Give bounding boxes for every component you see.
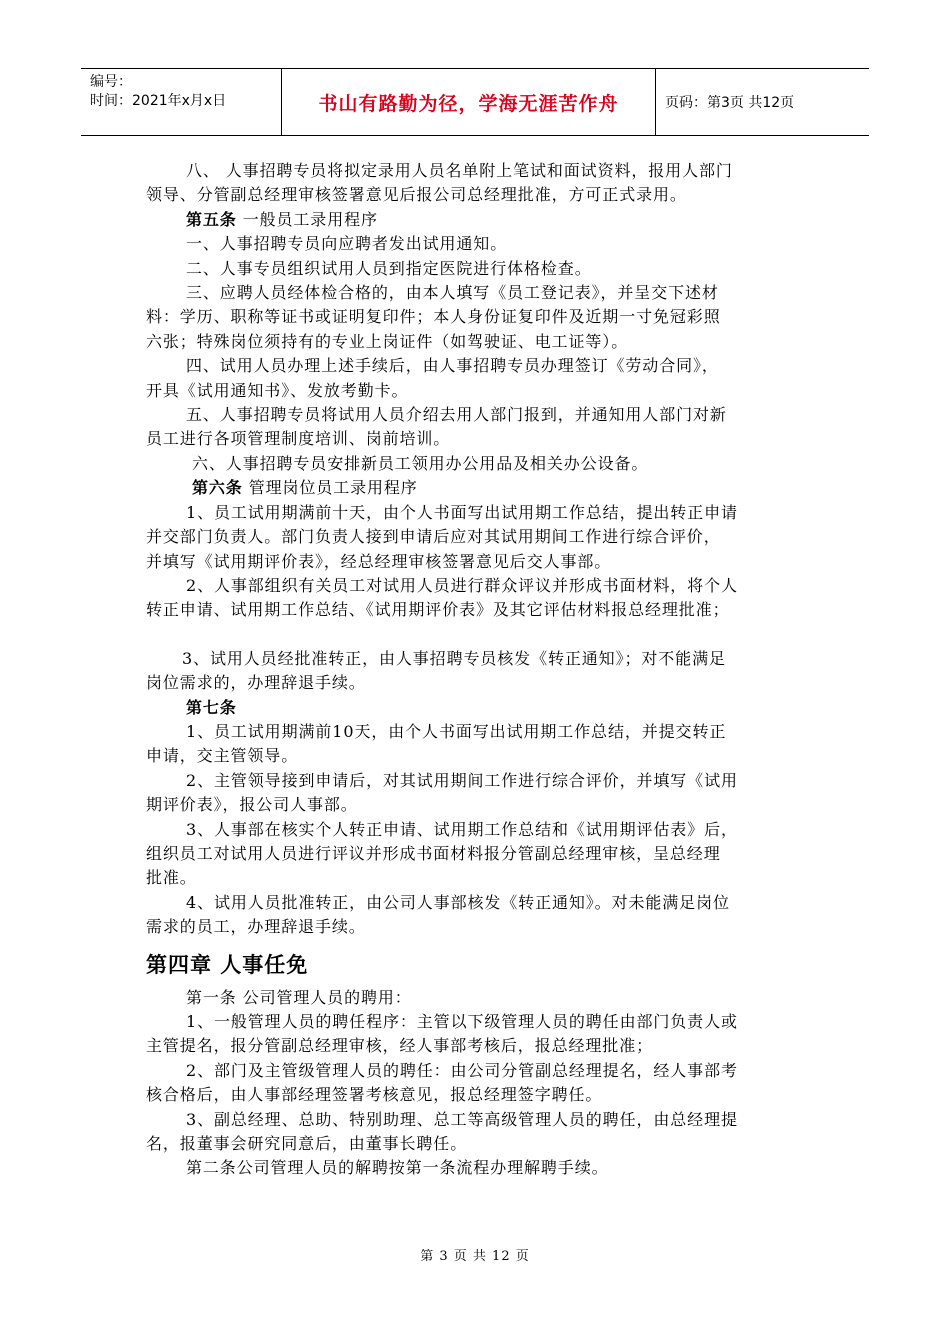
paragraph: 批准。 [146, 868, 197, 888]
article-7-title: 第七条 [186, 697, 237, 717]
article-5-text: 一般员工录用程序 [236, 209, 378, 229]
page-footer: 第 3 页 共 12 页 [420, 1249, 530, 1264]
paragraph: 三、应聘人员经体检合格的，由本人填写《员工登记表》，并呈交下述材 [186, 283, 719, 303]
paragraph: 第二条公司管理人员的解聘按第一条流程办理解聘手续。 [186, 1158, 609, 1178]
paragraph: 1、一般管理人员的聘任程序：主管以下级管理人员的聘任由部门负责人或 [186, 1012, 738, 1031]
article-6-text: 管理岗位员工录用程序 [242, 478, 418, 498]
article-5-heading [146, 208, 816, 232]
blank-line [146, 623, 816, 647]
document-number-label: 编号： [90, 74, 132, 90]
article-5-title: 第五条 [186, 209, 237, 229]
paragraph: 第一条 公司管理人员的聘用： [186, 987, 412, 1007]
paragraph: 需求的员工，办理辞退手续。 [146, 917, 366, 937]
paragraph: 并交部门负责人。部门负责人接到申请后应对其试用期间工作进行综合评价， [146, 527, 721, 547]
header-left-cell [81, 69, 281, 135]
document-time-label: 时间：2021年x月x日 [90, 93, 227, 109]
paragraph: 核合格后，由人事部经理签署考核意见，报总经理签字聘任。 [146, 1085, 603, 1105]
paragraph: 转正申请、试用期工作总结、《试用期评价表》及其它评估材料报总经理批准； [146, 600, 730, 620]
paragraph: 四、试用人员办理上述手续后，由人事招聘专员办理签订《劳动合同》， [186, 356, 719, 376]
paragraph: 岗位需求的，办理辞退手续。 [146, 673, 366, 693]
paragraph: 八、 人事招聘专员将拟定录用人员名单附上笔试和面试资料，报用人部门 [186, 161, 733, 180]
paragraph: 五、人事招聘专员将试用人员介绍去用人部门报到，并通知用人部门对新 [186, 405, 727, 425]
paragraph: 期评价表》，报公司人事部。 [146, 795, 358, 815]
chapter-heading: 第四章 人事任免 [146, 952, 309, 977]
paragraph: 二、人事专员组织试用人员到指定医院进行体格检查。 [186, 258, 592, 278]
paragraph: 4、试用人员批准转正，由公司人事部核发《转正通知》。对未能满足岗位 [186, 892, 730, 912]
paragraph: 组织员工对试用人员进行评议并形成书面材料报分管副总经理审核，呈总经理 [146, 843, 721, 863]
paragraph: 一、人事招聘专员向应聘者发出试用通知。 [186, 234, 508, 254]
header-motto: 书山有路勤为径，学海无涯苦作舟 [281, 69, 656, 135]
paragraph: 领导、分管副总经理审核签署意见后报公司总经理批准，方可正式录用。 [146, 185, 687, 205]
paragraph: 名，报董事会研究同意后，由董事长聘任。 [146, 1134, 468, 1154]
paragraph: 开具《试用通知书》、发放考勤卡。 [146, 380, 409, 400]
document-body [146, 159, 816, 1181]
paragraph: 六张；特殊岗位须持有的专业上岗证件（如驾驶证、电工证等）。 [146, 331, 629, 351]
paragraph: 主管提名，报分管副总经理审核，经人事部考核后，报总经理批准； [146, 1036, 654, 1056]
article-6-title: 第六条 [192, 478, 243, 498]
paragraph: 3、试用人员经批准转正，由人事招聘专员核发《转正通知》；对不能满足 [182, 648, 726, 668]
paragraph: 申请，交主管领导。 [146, 746, 299, 766]
paragraph: 员工进行各项管理制度培训、岗前培训。 [146, 429, 451, 449]
paragraph: 并填写《试用期评价表》，经总经理审核签署意见后交人事部。 [146, 551, 612, 571]
paragraph: 2、人事部组织有关员工对试用人员进行群众评议并形成书面材料，将个人 [186, 575, 738, 595]
paragraph: 料：学历、职称等证书或证明复印件；本人身份证复印件及近期一寸免冠彩照 [146, 307, 721, 327]
paragraph: 3、人事部在核实个人转正申请、试用期工作总结和《试用期评估表》后， [186, 819, 738, 839]
header-page-label: 页码：第3页 共12页 [665, 95, 795, 111]
paragraph: 3、副总经理、总助、特别助理、总工等高级管理人员的聘任，由总经理提 [186, 1109, 738, 1129]
paragraph: 1、员工试用期满前十天，由个人书面写出试用期工作总结，提出转正申请 [186, 502, 738, 522]
paragraph: 六、人事招聘专员安排新员工领用办公用品及相关办公设备。 [192, 453, 649, 473]
page-header [81, 68, 869, 136]
paragraph: 2、部门及主管级管理人员的聘任：由公司分管副总经理提名，经人事部考 [186, 1060, 738, 1080]
article-6-heading [146, 476, 816, 500]
paragraph: 1、员工试用期满前10天，由个人书面写出试用期工作总结，并提交转正 [186, 721, 727, 741]
paragraph: 2、主管领导接到申请后，对其试用期间工作进行综合评价，并填写《试用 [186, 770, 738, 790]
